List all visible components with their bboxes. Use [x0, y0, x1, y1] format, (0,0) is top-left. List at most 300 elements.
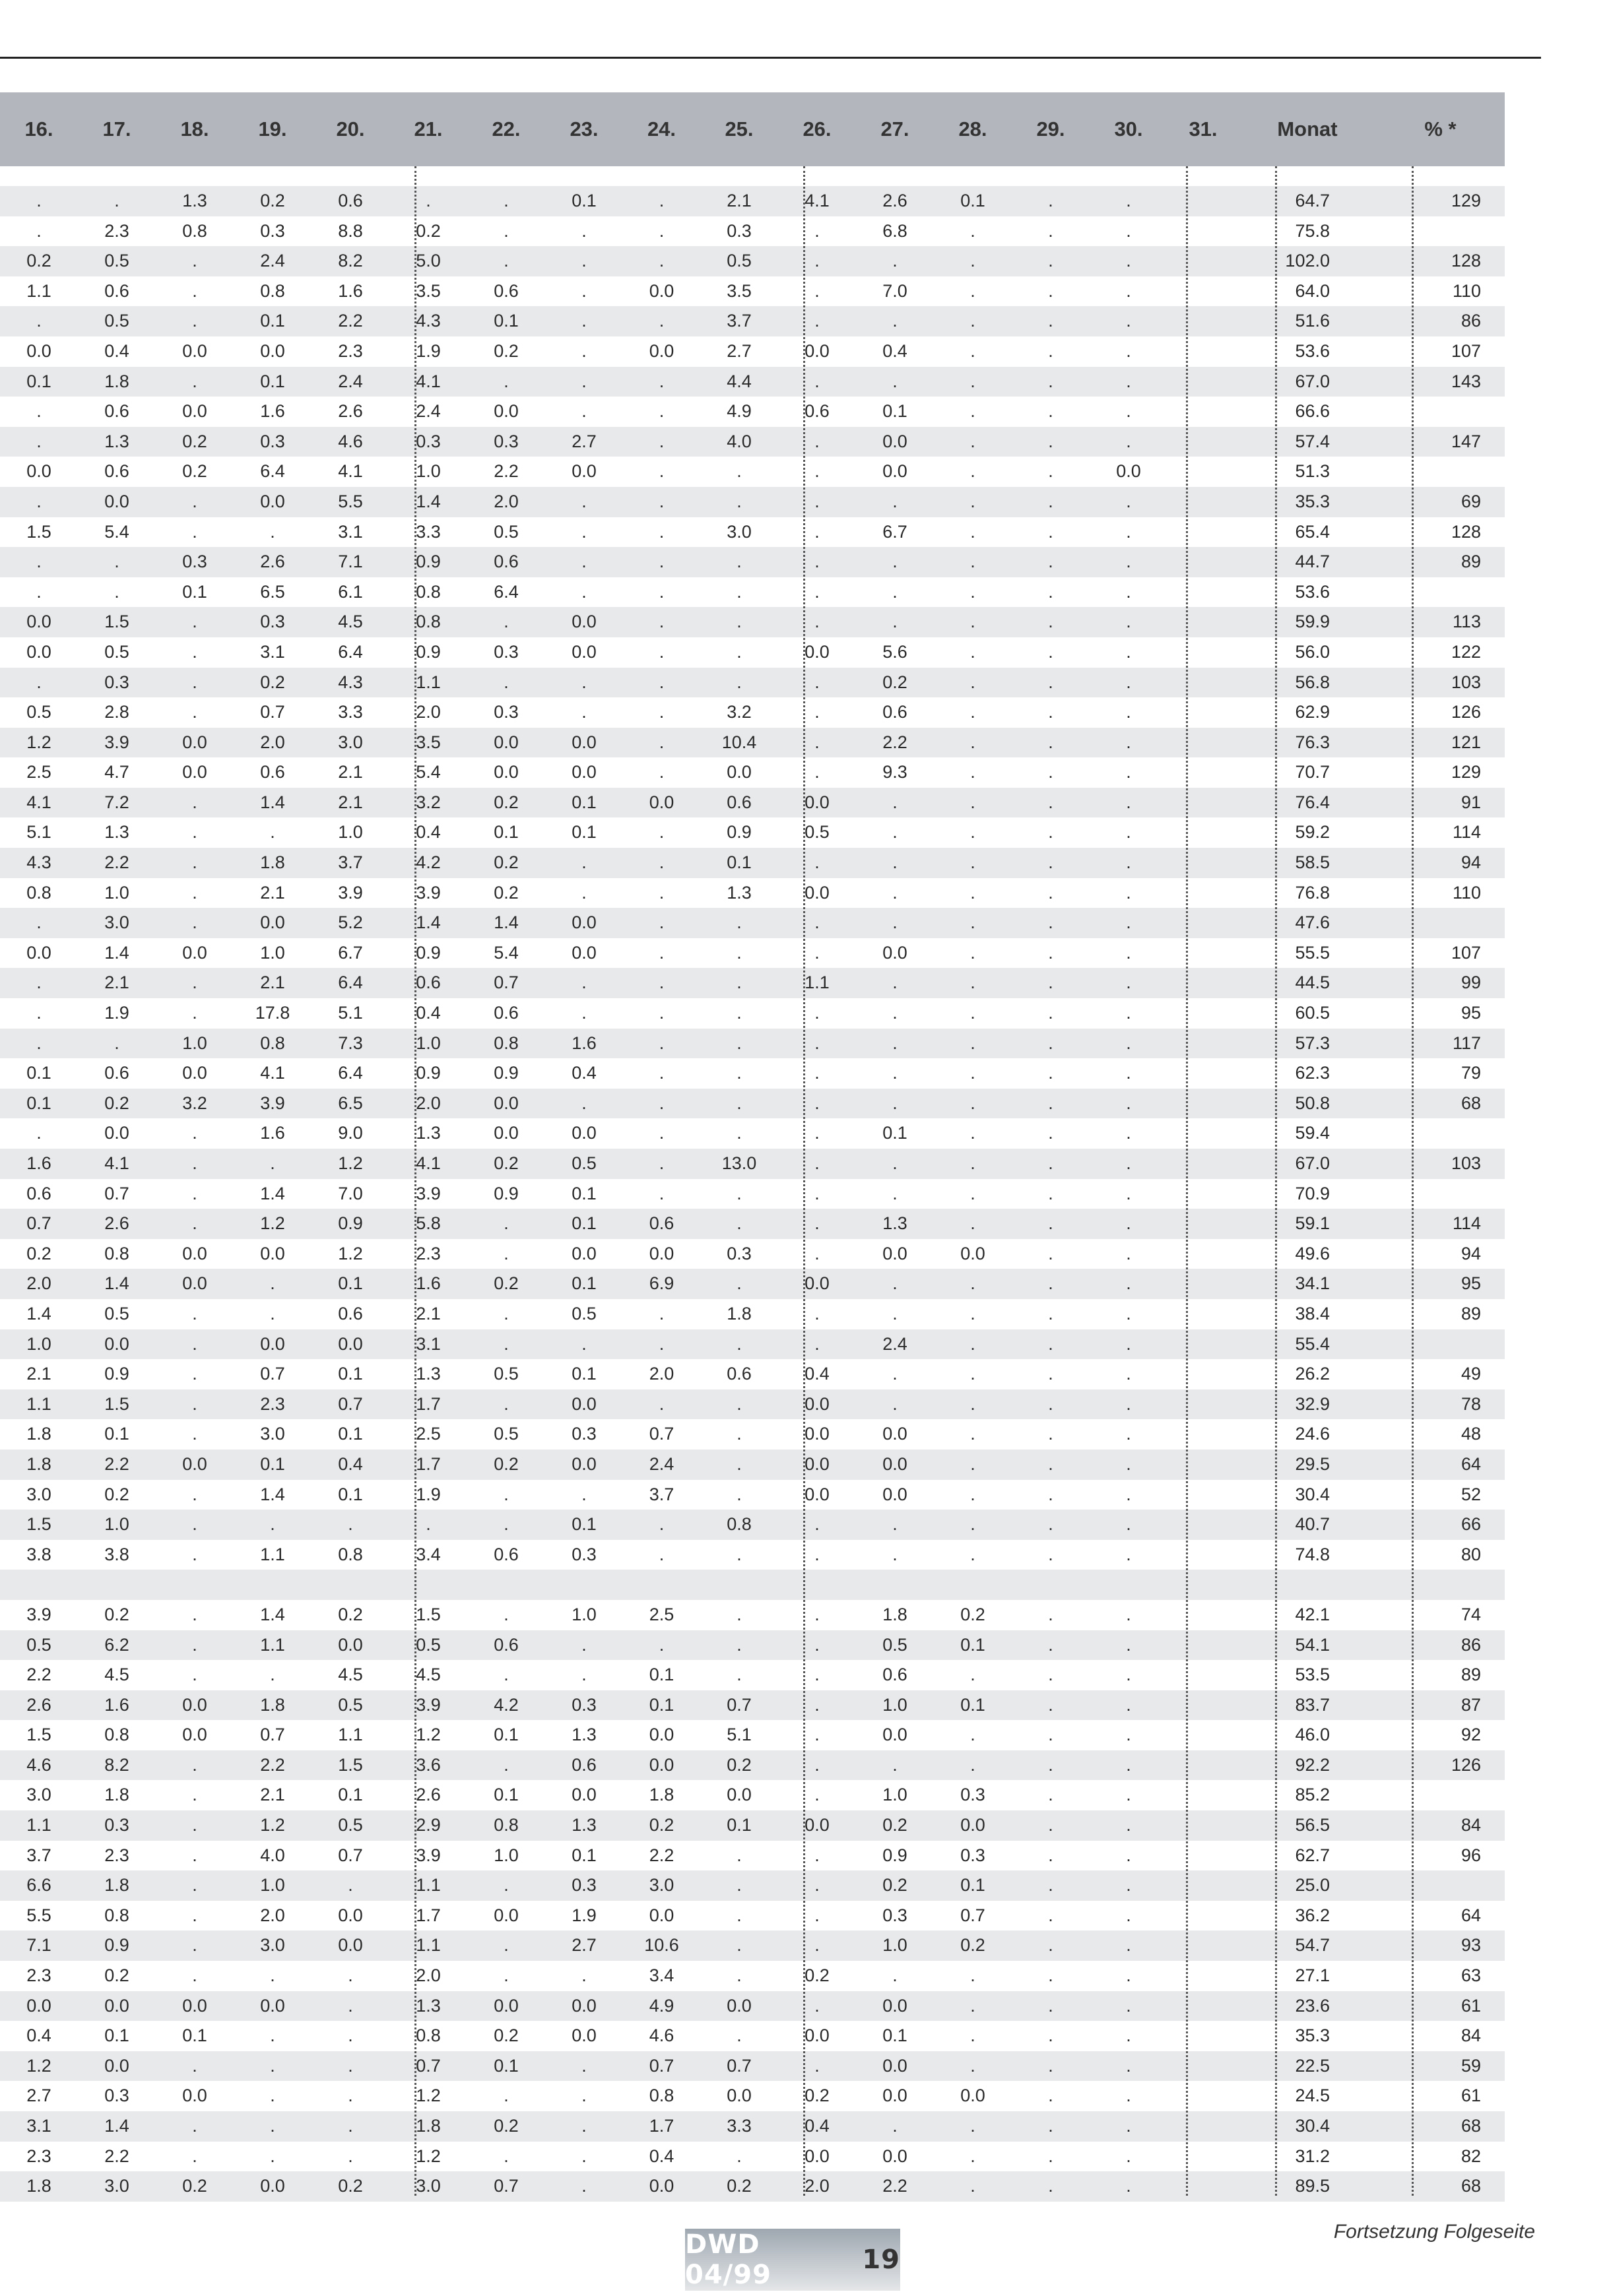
table-cell: .	[623, 728, 700, 758]
table-cell: .	[192, 1123, 197, 1143]
table-cell: 0.3	[960, 1785, 985, 1805]
percent-cell: 61	[1461, 2086, 1481, 2106]
table-cell: 0.8	[104, 1905, 129, 1925]
table-cell: 2.7	[545, 1930, 623, 1961]
table-cell	[1167, 246, 1239, 276]
table-cell: 4.1	[338, 461, 363, 482]
column-header: 17.	[78, 92, 156, 166]
table-cell: .	[156, 367, 234, 397]
table-cell: .	[467, 1389, 545, 1420]
table-cell: 2.0	[260, 1905, 285, 1925]
table-cell	[1167, 817, 1239, 848]
table-cell: .	[1090, 1930, 1167, 1961]
table-cell: 1.7	[416, 1905, 441, 1925]
table-cell: .	[156, 1510, 234, 1540]
table-cell: .	[970, 1965, 975, 1986]
table-cell: 0.0	[234, 2171, 312, 2202]
table-cell: .	[1126, 1905, 1131, 1925]
table-cell: 1.0	[156, 1029, 234, 1059]
table-cell: 0.8	[389, 607, 467, 637]
table-cell: .	[1048, 1845, 1053, 1865]
table-cell: .	[1048, 280, 1053, 301]
month-total-cell: 32.9	[1239, 1389, 1376, 1420]
month-total-cell: 58.5	[1239, 848, 1376, 878]
table-cell: 1.0	[0, 1329, 78, 1360]
table-cell: 8.2	[78, 1750, 156, 1781]
table-cell: .	[934, 2111, 1012, 2142]
month-total-cell: 34.1	[1239, 1269, 1376, 1299]
table-cell: .	[659, 762, 665, 782]
table-cell: .	[1126, 1965, 1131, 1986]
table-cell: 0.0	[312, 1329, 389, 1360]
table-cell: 0.7	[467, 968, 545, 998]
table-cell: .	[1048, 581, 1053, 602]
table-cell: .	[623, 668, 700, 698]
table-cell	[1167, 968, 1239, 998]
table-cell: .	[623, 427, 700, 457]
table-cell: .	[700, 968, 778, 998]
table-cell: .	[970, 1424, 975, 1444]
table-cell: .	[1048, 1785, 1053, 1805]
table-cell: .	[1048, 1243, 1053, 1263]
table-cell: 0.1	[234, 367, 312, 397]
table-cell: .	[1126, 2146, 1131, 2166]
table-cell: .	[1048, 461, 1053, 482]
table-cell: 1.4	[78, 2111, 156, 2142]
table-cell: .	[78, 186, 156, 216]
table-cell: 0.8	[416, 2025, 441, 2046]
table-cell: 6.4	[338, 641, 363, 662]
table-cell: .	[545, 487, 623, 517]
percent-cell: 63	[1461, 1965, 1481, 1986]
percent-cell: 89	[1461, 1303, 1481, 1323]
table-cell: 3.7	[26, 1845, 51, 1865]
table-cell	[1167, 487, 1239, 517]
table-cell: 0.2	[494, 340, 519, 361]
page-number: 19	[862, 2245, 900, 2275]
table-cell: .	[1090, 668, 1167, 698]
table-cell: 0.2	[182, 461, 207, 482]
header-gap	[1012, 166, 1090, 186]
table-cell: 1.5	[312, 1750, 389, 1781]
table-cell: 0.2	[856, 1870, 934, 1901]
percent-cell	[1376, 1179, 1505, 1209]
table-cell: 1.8	[0, 1450, 78, 1480]
table-cell: .	[0, 668, 78, 698]
table-cell: .	[659, 1003, 665, 1023]
table-cell: 0.4	[416, 1003, 441, 1023]
table-cell: 0.7	[312, 1389, 389, 1420]
table-cell: 0.0	[649, 1243, 674, 1263]
table-cell: .	[545, 2171, 623, 2202]
month-total-cell: 62.7	[1295, 1845, 1330, 1865]
table-cell: 0.1	[467, 2051, 545, 2082]
header-gap	[389, 166, 467, 186]
table-cell: .	[348, 1965, 353, 1986]
table-cell: 2.1	[78, 968, 156, 998]
table-cell: .	[970, 2025, 975, 2046]
table-cell: .	[1012, 908, 1090, 938]
table-cell: .	[1090, 2111, 1167, 2142]
table-cell: .	[1126, 581, 1131, 602]
table-cell: 0.0	[545, 728, 623, 758]
table-cell: 4.0	[700, 427, 778, 457]
table-cell: 2.3	[26, 1965, 51, 1986]
table-cell: 0.0	[804, 340, 830, 361]
table-cell: 3.2	[156, 1089, 234, 1119]
table-cell: 0.0	[649, 1905, 674, 1925]
table-cell: .	[1126, 1243, 1131, 1263]
table-cell: 1.0	[494, 1845, 519, 1865]
table-cell: 1.8	[104, 1785, 129, 1805]
table-cell: 3.4	[416, 1544, 441, 1564]
table-cell: 0.8	[649, 2086, 674, 2106]
table-cell: .	[1012, 848, 1090, 878]
percent-cell: 91	[1376, 788, 1505, 818]
table-cell	[1167, 1540, 1239, 1570]
table-cell: 0.1	[649, 1665, 674, 1685]
table-cell: 0.0	[856, 1450, 934, 1480]
table-cell: 3.7	[312, 848, 389, 878]
table-cell: .	[1012, 1870, 1090, 1901]
table-cell: 9.0	[338, 1123, 363, 1143]
percent-cell: 68	[1376, 2111, 1505, 2142]
table-cell: 0.1	[623, 1690, 700, 1721]
table-cell: .	[623, 607, 700, 637]
percent-cell: 99	[1376, 968, 1505, 998]
percent-cell: 82	[1461, 2146, 1481, 2166]
table-cell: 0.0	[727, 2086, 752, 2106]
table-cell: .	[192, 1424, 197, 1444]
table-cell: .	[970, 1303, 975, 1323]
table-cell: .	[1126, 521, 1131, 542]
table-cell: .	[1012, 607, 1090, 637]
table-cell: 0.2	[960, 1604, 985, 1624]
percent-cell: 94	[1376, 848, 1505, 878]
table-cell: 0.0	[804, 641, 830, 662]
table-cell: 0.1	[572, 1845, 597, 1865]
header-gap	[856, 166, 934, 186]
table-cell: .	[156, 246, 234, 276]
table-cell: .	[934, 968, 1012, 998]
table-cell: .	[1012, 1269, 1090, 1299]
table-cell: .	[545, 668, 623, 698]
table-cell: 0.9	[389, 547, 467, 577]
table-cell: .	[1048, 220, 1053, 241]
table-cell: 0.0	[26, 641, 51, 662]
table-cell: .	[700, 908, 778, 938]
percent-cell: 107	[1451, 942, 1481, 963]
table-cell	[1167, 1510, 1239, 1540]
table-cell: .	[814, 1303, 820, 1323]
table-cell: 0.9	[104, 1364, 129, 1384]
table-cell: .	[1126, 641, 1131, 662]
table-cell: 0.0	[882, 1243, 907, 1263]
table-cell: .	[659, 822, 665, 843]
table-cell: 0.0	[545, 1389, 623, 1420]
table-cell: 0.7	[700, 2051, 778, 2082]
table-cell: .	[1090, 367, 1167, 397]
table-cell	[1167, 878, 1239, 909]
table-cell: 1.5	[78, 607, 156, 637]
table-cell: 0.0	[882, 2086, 907, 2106]
table-cell: 0.0	[804, 1424, 830, 1444]
table-cell: 0.0	[0, 1991, 78, 2022]
table-cell: .	[778, 306, 856, 336]
table-cell: 0.2	[804, 1965, 830, 1986]
month-total-cell: 24.5	[1295, 2086, 1330, 2106]
table-cell: 0.3	[467, 427, 545, 457]
table-cell: 0.4	[572, 1063, 597, 1083]
table-cell	[1167, 1630, 1239, 1661]
table-cell: 1.0	[572, 1604, 597, 1624]
percent-cell: 79	[1461, 1063, 1481, 1083]
table-cell: 0.2	[856, 1810, 934, 1841]
table-cell: .	[36, 1003, 42, 1023]
table-cell: 1.8	[78, 367, 156, 397]
table-cell: .	[545, 1089, 623, 1119]
table-cell: .	[504, 2146, 509, 2166]
table-cell: 0.0	[78, 1991, 156, 2022]
table-cell: 5.4	[494, 942, 519, 963]
table-cell: 0.0	[182, 1063, 207, 1083]
table-cell: .	[1090, 607, 1167, 637]
header-gap	[1090, 166, 1167, 186]
table-cell: .	[234, 2111, 312, 2142]
table-cell: .	[737, 1544, 742, 1564]
table-cell: 1.2	[416, 2146, 441, 2166]
table-cell: .	[1048, 1965, 1053, 1986]
table-cell	[1167, 1389, 1239, 1420]
table-cell: 3.5	[727, 280, 752, 301]
table-cell: .	[389, 186, 467, 216]
table-cell: 0.6	[804, 401, 830, 422]
table-cell: .	[934, 2051, 1012, 2082]
table-cell: 0.5	[545, 1149, 623, 1179]
table-cell: 2.6	[234, 547, 312, 577]
table-cell: .	[970, 1183, 975, 1203]
table-cell	[856, 1570, 934, 1600]
table-cell	[1167, 1149, 1239, 1179]
column-header: 30.	[1090, 92, 1167, 166]
table-cell: 10.4	[700, 728, 778, 758]
table-cell: 1.7	[389, 1389, 467, 1420]
table-cell: .	[700, 1029, 778, 1059]
table-cell: .	[970, 2146, 975, 2166]
table-cell: 2.2	[649, 1845, 674, 1865]
table-cell: 1.6	[260, 1123, 285, 1143]
table-cell: 0.2	[467, 1149, 545, 1179]
table-cell: .	[192, 822, 197, 843]
table-cell: .	[467, 186, 545, 216]
table-cell: 0.0	[234, 1329, 312, 1360]
table-cell: 5.4	[104, 521, 129, 542]
table-cell: .	[270, 1303, 275, 1323]
table-cell: 0.6	[494, 1544, 519, 1564]
table-cell: .	[1126, 762, 1131, 782]
table-cell: .	[1090, 1810, 1167, 1841]
table-cell: 0.1	[882, 401, 907, 422]
table-cell: .	[856, 1389, 934, 1420]
table-cell: .	[737, 1183, 742, 1203]
table-cell: 0.9	[416, 1063, 441, 1083]
month-total-cell: 47.6	[1239, 908, 1376, 938]
table-cell: 3.6	[389, 1750, 467, 1781]
table-cell: .	[623, 306, 700, 336]
table-cell: 1.4	[260, 1604, 285, 1624]
table-cell: 1.6	[260, 401, 285, 422]
table-cell: 2.2	[26, 1665, 51, 1685]
table-cell: 4.1	[0, 788, 78, 818]
table-cell: .	[1012, 1029, 1090, 1059]
header-gap	[467, 166, 545, 186]
table-cell: 0.2	[416, 220, 441, 241]
table-cell: 0.3	[494, 641, 519, 662]
table-cell: .	[581, 1965, 587, 1986]
table-cell: .	[270, 1665, 275, 1685]
table-cell: .	[0, 908, 78, 938]
table-cell: 0.0	[182, 942, 207, 963]
table-cell: 1.0	[104, 882, 129, 903]
table-cell: 3.0	[623, 1870, 700, 1901]
table-cell	[778, 1570, 856, 1600]
table-cell: 1.2	[338, 1243, 363, 1263]
table-cell: 0.0	[856, 1991, 934, 2022]
table-cell: 0.6	[727, 1364, 752, 1384]
table-cell: 0.8	[416, 581, 441, 602]
header-gap	[545, 166, 623, 186]
table-cell: .	[1012, 1810, 1090, 1841]
table-cell: .	[856, 1510, 934, 1540]
column-header: 25.	[700, 92, 778, 166]
table-cell: 6.8	[882, 220, 907, 241]
table-cell: .	[1090, 848, 1167, 878]
table-cell: .	[348, 2025, 353, 2046]
table-cell: .	[504, 2086, 509, 2106]
table-cell: .	[467, 1930, 545, 1961]
table-cell	[1167, 2111, 1239, 2142]
column-header: 23.	[545, 92, 623, 166]
table-cell: .	[0, 186, 78, 216]
table-cell: 0.0	[778, 1810, 856, 1841]
table-cell: .	[192, 1183, 197, 1203]
table-cell: 0.0	[182, 401, 207, 422]
table-cell: .	[156, 968, 234, 998]
table-cell: .	[623, 1329, 700, 1360]
table-cell: 0.1	[934, 1690, 1012, 1721]
table-cell: 0.0	[545, 908, 623, 938]
table-cell: .	[192, 1604, 197, 1624]
table-cell: .	[892, 1364, 898, 1384]
table-cell: 0.9	[494, 1063, 519, 1083]
table-cell: .	[856, 547, 934, 577]
top-rule	[0, 57, 1541, 59]
table-cell: 0.0	[260, 340, 285, 361]
table-cell: .	[934, 1991, 1012, 2022]
table-cell: 1.2	[0, 728, 78, 758]
table-cell	[1167, 1570, 1239, 1600]
table-cell: .	[1048, 762, 1053, 782]
table-cell: 3.4	[649, 1965, 674, 1986]
percent-cell: 86	[1376, 1630, 1505, 1661]
table-cell	[1167, 2051, 1239, 2082]
table-cell: .	[192, 882, 197, 903]
table-cell: .	[970, 1544, 975, 1564]
table-cell: .	[545, 2111, 623, 2142]
table-cell: 0.3	[727, 1243, 752, 1263]
percent-cell: 114	[1452, 822, 1481, 843]
table-cell: .	[623, 1089, 700, 1119]
table-cell: 1.5	[416, 1604, 441, 1624]
table-cell: 1.1	[389, 668, 467, 698]
month-total-cell: 74.8	[1295, 1544, 1330, 1564]
table-cell: 5.5	[312, 487, 389, 517]
percent-cell: 128	[1376, 246, 1505, 276]
table-cell: 2.1	[338, 762, 363, 782]
percent-cell: 103	[1376, 668, 1505, 698]
percent-cell: 129	[1451, 762, 1481, 782]
table-cell: 0.0	[182, 340, 207, 361]
table-cell: .	[270, 2086, 275, 2106]
table-cell: .	[581, 280, 587, 301]
table-cell: .	[1012, 1450, 1090, 1480]
table-cell	[1167, 1600, 1239, 1630]
table-cell: .	[581, 220, 587, 241]
percent-cell: 126	[1451, 702, 1481, 722]
table-cell: 2.1	[26, 1364, 51, 1384]
table-cell: .	[778, 1690, 856, 1721]
table-cell: .	[156, 1149, 234, 1179]
table-cell: .	[1090, 1991, 1167, 2022]
table-cell: 2.6	[416, 1785, 441, 1805]
table-cell: .	[504, 1243, 509, 1263]
table-cell: .	[504, 1965, 509, 1986]
table-cell: 4.5	[416, 1665, 441, 1685]
table-cell: 0.7	[0, 1209, 78, 1239]
table-cell: .	[778, 908, 856, 938]
table-cell: .	[970, 702, 975, 722]
percent-cell	[1376, 1570, 1505, 1600]
table-cell: 0.9	[416, 641, 441, 662]
table-cell: .	[1048, 2146, 1053, 2166]
table-cell: .	[0, 306, 78, 336]
table-cell: 3.0	[727, 521, 752, 542]
table-cell: 0.0	[104, 1123, 129, 1143]
table-cell: .	[814, 1183, 820, 1203]
month-total-cell: 56.5	[1239, 1810, 1376, 1841]
table-cell: 0.8	[104, 1725, 129, 1745]
table-cell: 0.0	[182, 1243, 207, 1263]
column-header: 20.	[312, 92, 389, 166]
table-cell: 2.6	[0, 1690, 78, 1721]
table-cell: .	[1012, 2111, 1090, 2142]
table-cell	[1167, 1750, 1239, 1781]
table-cell: .	[36, 220, 42, 241]
table-cell: 1.0	[882, 1785, 907, 1805]
month-total-cell: 70.9	[1295, 1183, 1330, 1203]
table-cell: 1.1	[338, 1725, 363, 1745]
table-cell: 4.4	[700, 367, 778, 397]
table-cell: 1.5	[26, 521, 51, 542]
table-cell: .	[156, 788, 234, 818]
month-total-cell: 70.7	[1295, 762, 1330, 782]
percent-cell: 66	[1376, 1510, 1505, 1540]
table-cell: .	[156, 1750, 234, 1781]
table-cell: .	[934, 367, 1012, 397]
table-cell: 0.7	[649, 1424, 674, 1444]
table-cell: 0.1	[882, 1123, 907, 1143]
table-cell: 5.1	[26, 822, 51, 843]
